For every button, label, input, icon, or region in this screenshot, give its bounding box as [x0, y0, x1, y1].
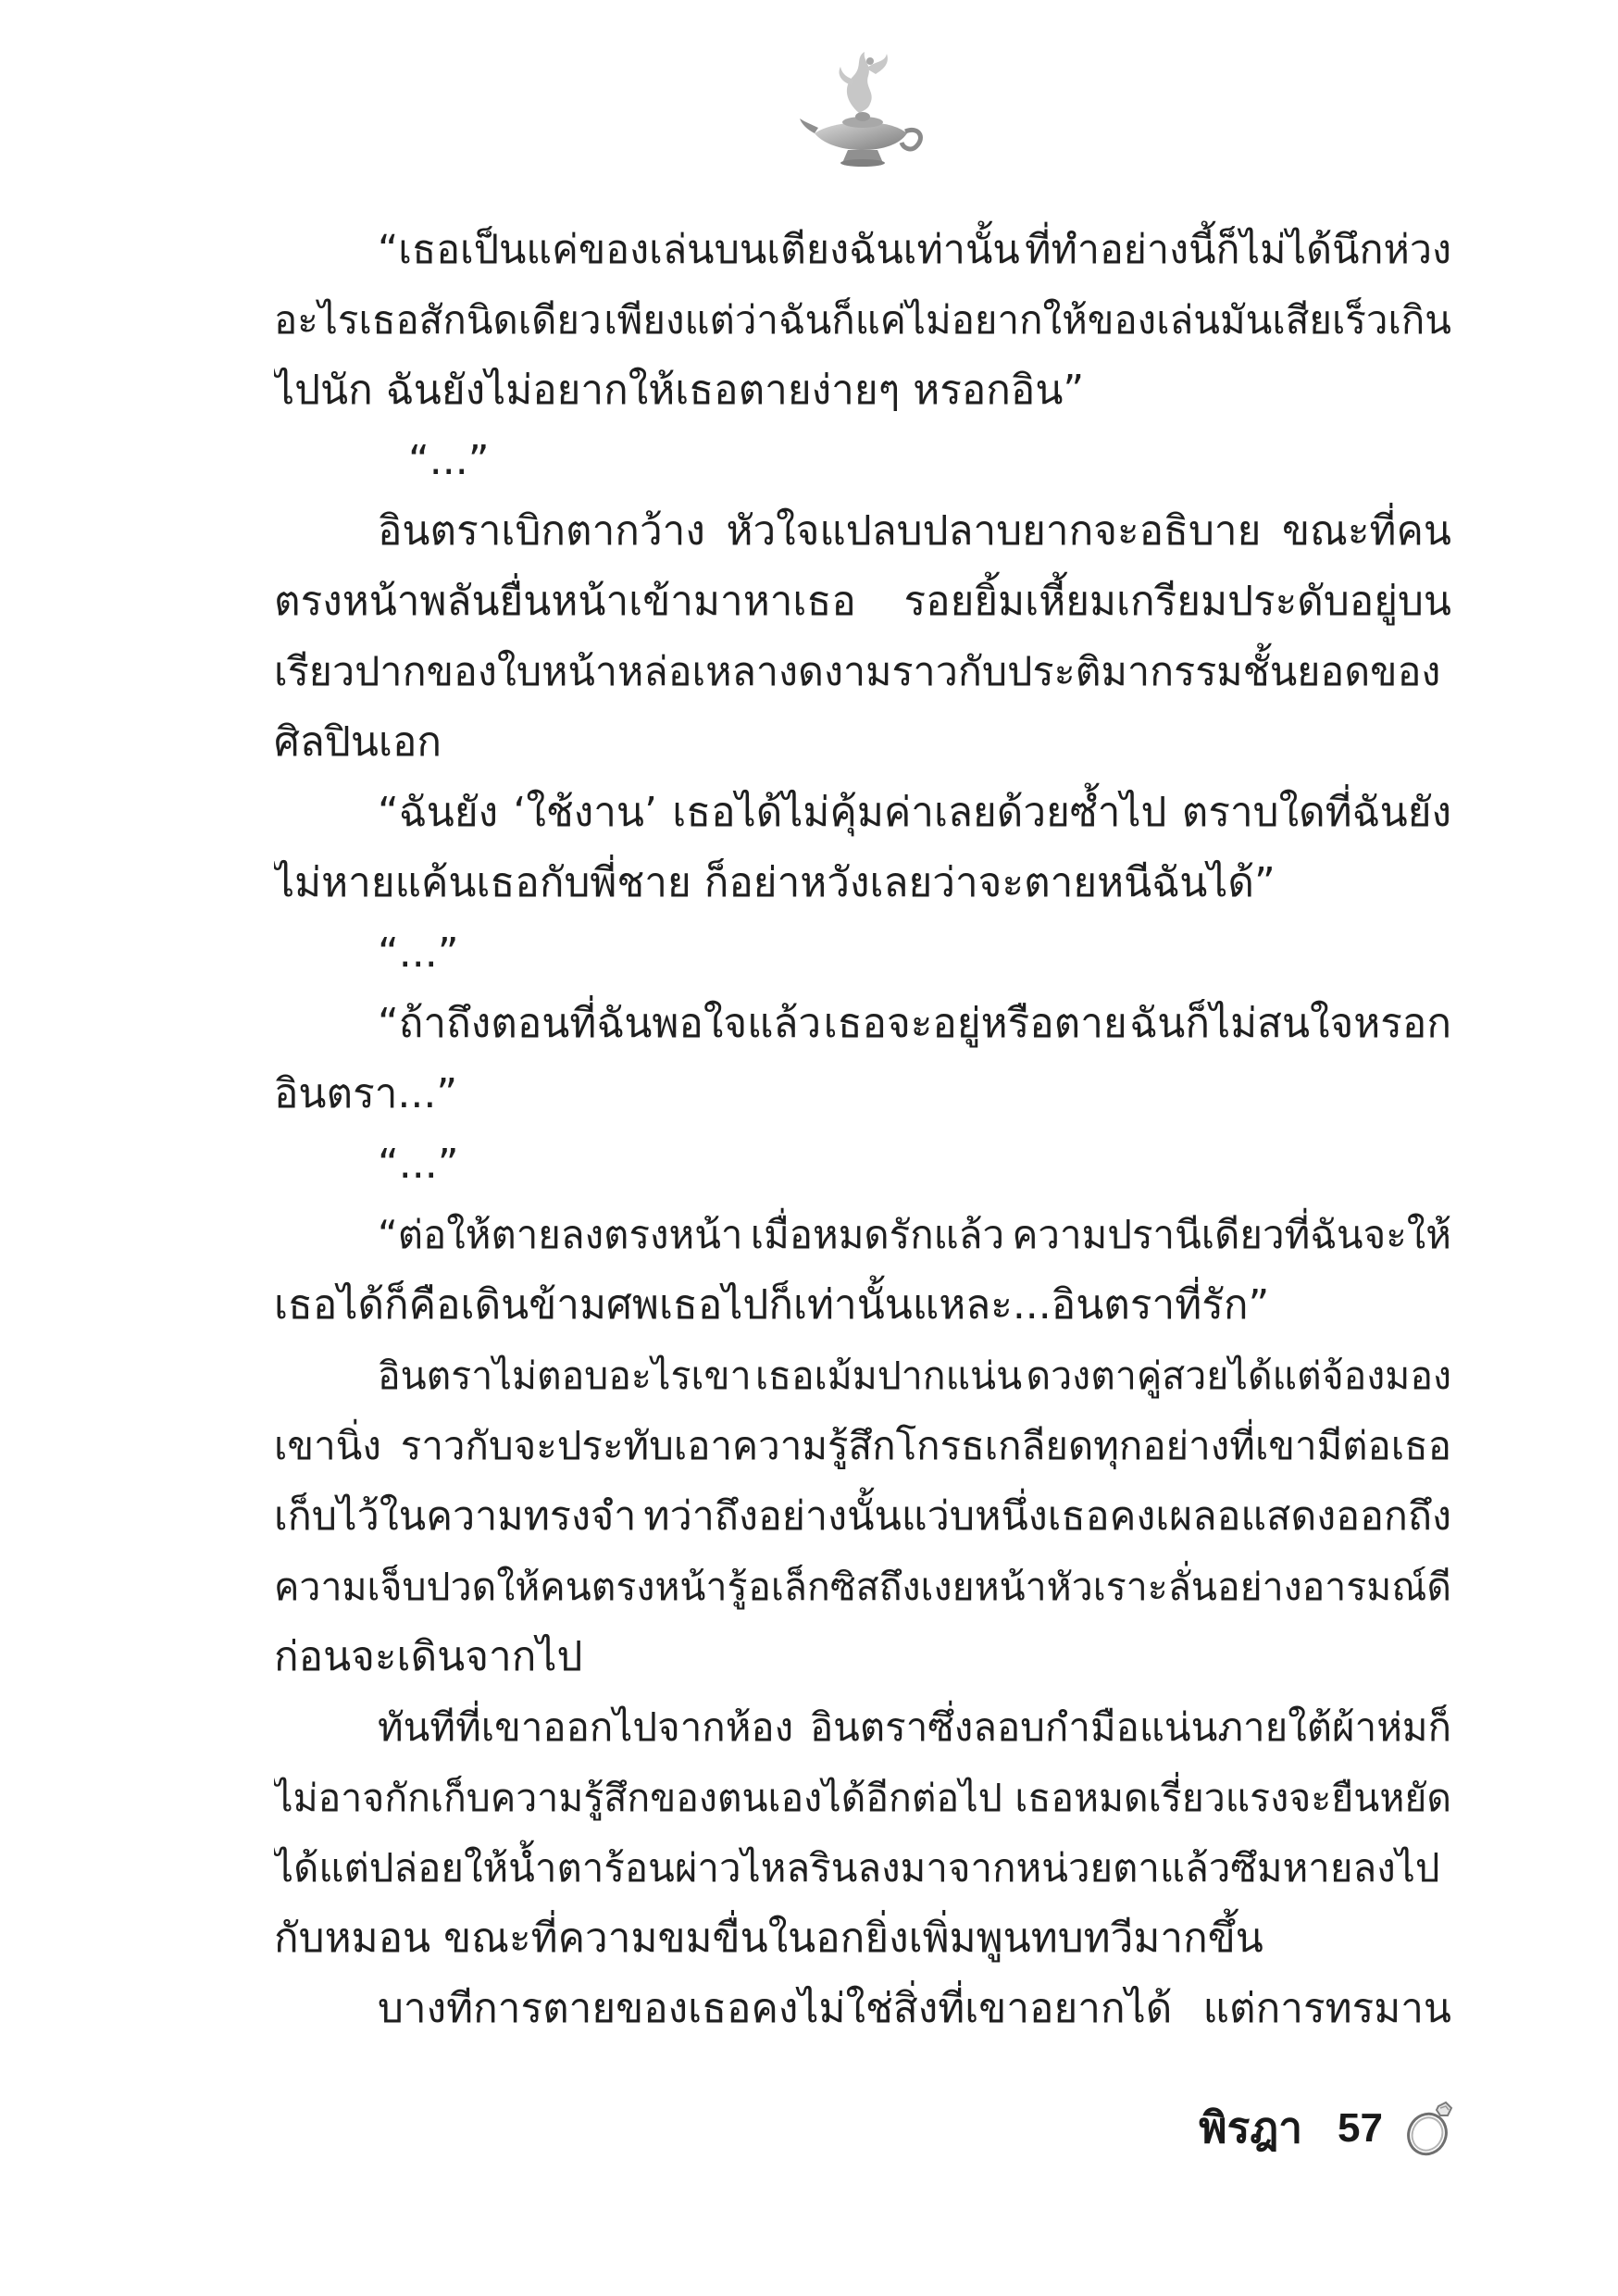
word: เธอเม้มปากแน่น: [755, 1354, 1023, 1398]
word: ตรงหน้าพลันยื่นหน้าเข้ามาหาเธอ: [274, 578, 856, 625]
word: อินตราซึ่งลอบกำมือแน่นภายใต้ผ้าห่มก็: [809, 1704, 1451, 1750]
word: อะไรเธอสักนิดเดียว: [274, 297, 602, 343]
text-line: [274, 1622, 1451, 1692]
body-text: [274, 215, 1451, 2044]
text-line: [274, 1833, 1451, 1903]
word: “ถ้าถึงตอนที่ฉันพอใจแล้ว: [378, 1000, 822, 1047]
word: เมื่อหมดรักแล้ว: [750, 1212, 1005, 1257]
word: ความปรานีเดียวที่ฉันจะให้: [1012, 1212, 1451, 1257]
text-line-content: ก่อนจะเดินจากไป: [274, 1633, 583, 1680]
word: ความเจ็บปวดให้คนตรงหน้ารู้: [274, 1565, 748, 1609]
word: เธอจะอยู่หรือตาย: [823, 1000, 1127, 1047]
word: เธอหมดเรี่ยวแรงจะยืนหยัด: [1014, 1776, 1451, 1820]
text-line: [274, 1974, 1451, 2044]
author-name: พิรฎา: [1199, 2103, 1303, 2152]
text-line: [274, 778, 1451, 848]
text-line: [274, 1411, 1451, 1481]
text-line: [274, 567, 1451, 637]
word: “ต่อให้ตายลงตรงหน้า: [378, 1212, 743, 1257]
text-line: [274, 1059, 1451, 1129]
word: เขานิ่ง: [274, 1423, 381, 1468]
word: อินตราเบิกตากว้าง: [378, 507, 705, 555]
word: ‘ใช้งาน’: [513, 789, 657, 836]
text-line: [274, 215, 1451, 285]
text-line: [274, 848, 1451, 918]
text-line-content: ไปนัก ฉันยังไม่อยากให้เธอตายง่ายๆ หรอกอิน”: [274, 367, 1085, 414]
text-line: [274, 1481, 1451, 1552]
word: แต่การทรมาน: [1202, 1985, 1451, 2032]
text-line: [274, 496, 1451, 567]
text-line: [274, 707, 1451, 778]
word: ราวกับจะประทับเอาความรู้สึกโกรธเกลียดทุกอย่างที่เขามีต่อเธอ: [400, 1423, 1451, 1468]
text-line: [274, 637, 1451, 707]
text-line: [274, 989, 1451, 1059]
text-line: [274, 1200, 1451, 1270]
text-line: [274, 1270, 1451, 1341]
text-line: [274, 1903, 1451, 1974]
text-line-content: ไม่หายแค้นเธอกับพี่ชาย ก็อย่าหวังเลยว่าจะตายหนีฉันได้”: [274, 859, 1276, 906]
word: “ฉันยัง: [378, 789, 499, 836]
text-line-content: ศิลปินเอก: [274, 718, 442, 766]
word: ทว่าถึงอย่างนั้นแว่บหนึ่งเธอคงเผลอแสดงออกถึง: [643, 1493, 1451, 1540]
word: “เธอเป็นแค่ของเล่นบนเตียงฉันเท่านั้น: [378, 227, 1020, 273]
text-line: [274, 1552, 1451, 1622]
text-line: [274, 918, 1451, 989]
text-line-content: เรียวปากของใบหน้าหล่อเหลางดงามราวกับประติมากรรมชั้นยอดของ: [274, 649, 1441, 695]
word: ขณะที่คน: [1281, 507, 1451, 555]
word: เพียงแต่ว่าฉันก็แค่ไม่อยากให้ของเล่นมันเสียเร็วเกิน: [604, 297, 1451, 343]
text-line: [274, 1341, 1451, 1411]
text-line: [274, 285, 1451, 356]
text-line-content: อินตรา...”: [274, 1070, 458, 1117]
text-line-content: “...”: [378, 930, 459, 977]
text-line: [274, 356, 1451, 426]
text-line: [274, 1763, 1451, 1833]
page-footer: [1199, 2094, 1459, 2162]
text-line-content: กับหมอน ขณะที่ความขมขื่นในอกยิ่งเพิ่มพูนทบทวีมากขึ้น: [274, 1915, 1263, 1962]
page-number: 57: [1338, 2104, 1383, 2151]
genie-lamp-icon: [798, 48, 927, 170]
word: หัวใจแปลบปลาบยากจะอธิบาย: [726, 507, 1262, 555]
word: ไม่อาจกักเก็บความรู้สึกของตนเองได้อีกต่อไป: [274, 1776, 1002, 1820]
word: ที่ทำอย่างนี้ก็ไม่ได้นึกห่วง: [1025, 227, 1451, 273]
text-line-content: เธอได้ก็คือเดินข้ามศพเธอไปก็เท่านั้นแหละ...อินตราที่รัก”: [274, 1281, 1270, 1329]
text-line: [274, 1129, 1451, 1200]
word: ดวงตาคู่สวยได้แต่จ้องมอง: [1026, 1354, 1451, 1398]
word: ฉันก็ไม่สนใจหรอก: [1129, 1000, 1451, 1047]
word: บางทีการตายของเธอคงไม่ใช่สิ่งที่เขาอยากได้: [378, 1985, 1173, 2032]
text-line: [274, 1692, 1451, 1763]
text-line: [274, 426, 1451, 496]
word: อินตราไม่ตอบอะไรเขา: [378, 1354, 752, 1398]
word: เธอได้ไม่คุ้มค่าเลยด้วยซ้ำไป: [672, 789, 1167, 836]
word: เก็บไว้ในความทรงจำ: [274, 1493, 637, 1540]
word: ทันทีที่เขาออกไปจากห้อง: [378, 1704, 794, 1750]
text-line-content: ได้แต่ปล่อยให้น้ำตาร้อนผ่าวไหลรินลงมาจากหน่วยตาแล้วซึมหายลงไป: [274, 1845, 1440, 1890]
text-line-content: “...”: [408, 437, 490, 484]
word: อเล็กซิสถึงเงยหน้าหัวเราะลั่นอย่างอารมณ์ดี: [748, 1565, 1451, 1609]
word: ตราบใดที่ฉันยัง: [1181, 789, 1451, 836]
ring-icon: [1400, 2099, 1459, 2158]
text-line-content: “...”: [378, 1141, 459, 1188]
word: รอยยิ้มเหี้ยมเกรียมประดับอยู่บน: [903, 578, 1451, 625]
